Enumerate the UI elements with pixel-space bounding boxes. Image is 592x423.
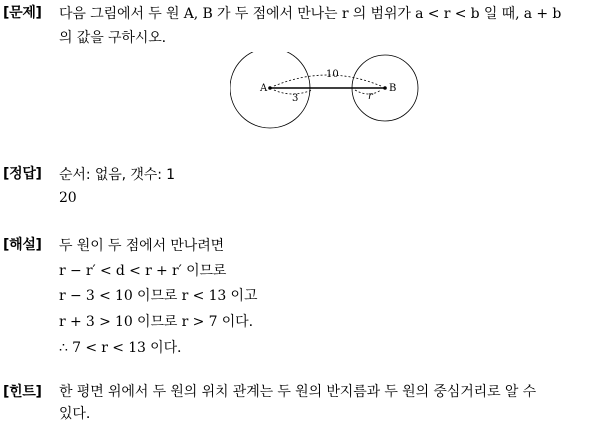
solution-line-5: ∴ 7 < r < 13 이다. — [59, 340, 182, 356]
hint-text-line2: 있다. — [59, 406, 91, 422]
label-radius-b: r — [368, 91, 373, 102]
hint-text-line1: 한 평면 위에서 두 원의 위치 관계는 두 원의 반지름과 두 원의 중심거리로 알 수 — [59, 384, 537, 400]
solution-line-2: r − r′ < d < r + r′ 이므로 — [59, 263, 227, 279]
label-distance: 10 — [326, 69, 339, 80]
problem-tag: [문제] — [3, 5, 42, 21]
two-circles-diagram — [230, 52, 420, 134]
center-a-dot — [268, 86, 272, 90]
answer-meta: 순서: 없음, 갯수: 1 — [59, 167, 175, 183]
circle-a — [230, 52, 310, 128]
solution-line-4: r + 3 > 10 이므로 r > 7 이다. — [59, 314, 253, 330]
solution-line-1: 두 원이 두 점에서 만나려면 — [59, 238, 225, 254]
label-a: A — [260, 83, 268, 94]
label-radius-a: 3 — [292, 93, 299, 104]
hint-tag: [힌트] — [3, 384, 42, 400]
solution-tag: [해설] — [3, 237, 42, 253]
label-b: B — [389, 83, 397, 94]
problem-text-line2: 의 값을 구하시오. — [59, 30, 167, 46]
solution-line-3: r − 3 < 10 이므로 r < 13 이고 — [59, 288, 258, 304]
answer-value: 20 — [59, 190, 77, 206]
problem-text-line1: 다음 그림에서 두 원 A, B 가 두 점에서 만나는 r 의 범위가 a < r < b 일 때, a + b — [59, 6, 562, 22]
center-b-dot — [383, 86, 387, 90]
answer-tag: [정답] — [3, 166, 42, 182]
